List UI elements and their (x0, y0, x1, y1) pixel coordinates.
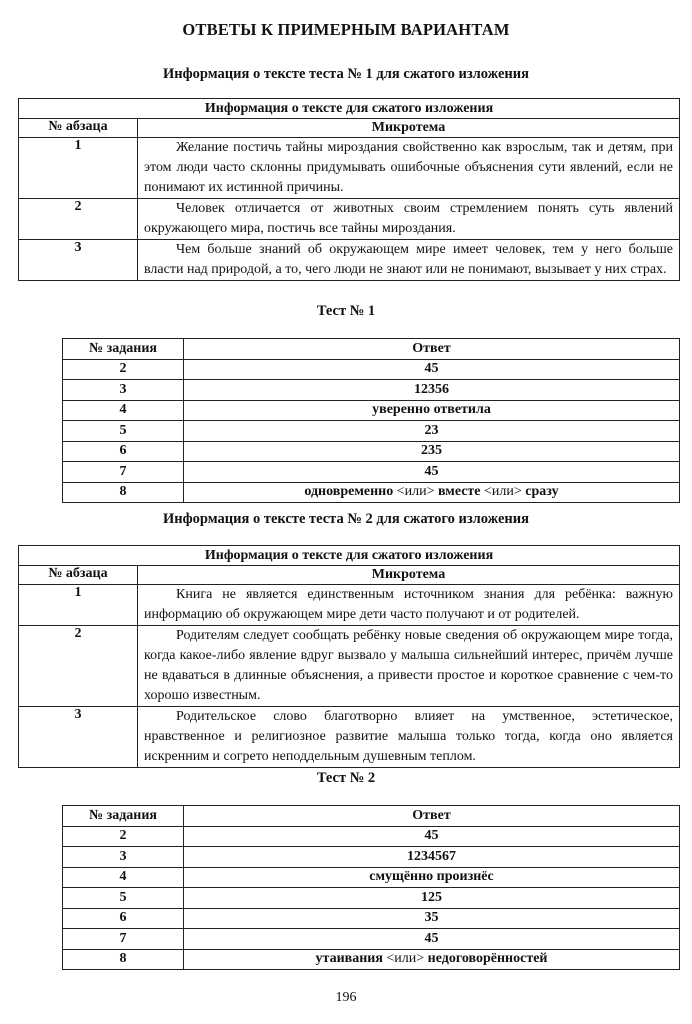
test2-heading: Тест № 2 (316, 770, 376, 786)
table-row (19, 626, 680, 707)
task-number: 8 (63, 482, 184, 503)
table-row (63, 380, 680, 401)
paragraph-number: 1 (19, 585, 138, 626)
paragraph-number: 2 (19, 626, 138, 707)
table-row (63, 482, 680, 503)
microtheme-text: Желание постичь тайны мироздания свойственно как взрослым, так и детям, при этом люди часто склонны придумывать ошибочные объяснения сути явлений, если не понимают их истинной причины. (138, 138, 680, 199)
test1-heading: Тест № 1 (316, 303, 376, 319)
task-number: 4 (63, 400, 184, 421)
microtheme-text: Книга не является единственным источником знания для ребёнка: важную информацию об окружающем мире дети часто получают и от родителей. (138, 585, 680, 626)
answer-cell: одновременно <или> вместе <или> сразу (184, 482, 680, 503)
col-header-microtheme: Микротема (138, 566, 680, 585)
table-row (19, 707, 680, 768)
col-header-task: № задания (63, 339, 184, 360)
answer-cell: 125 (184, 888, 680, 909)
task-number: 6 (63, 908, 184, 929)
table-row (63, 462, 680, 483)
table-row (19, 240, 680, 281)
table-row (63, 826, 680, 847)
task-number: 3 (63, 847, 184, 868)
paragraph-number: 1 (19, 138, 138, 199)
task-number: 7 (63, 462, 184, 483)
answer-cell: 12356 (184, 380, 680, 401)
answer-cell: уверенно ответила (184, 400, 680, 421)
task-number: 8 (63, 949, 184, 970)
task-number: 3 (63, 380, 184, 401)
table-row (63, 441, 680, 462)
info-table-2 (18, 545, 680, 768)
table-row (19, 585, 680, 626)
answer-cell: 45 (184, 359, 680, 380)
table-row (63, 908, 680, 929)
table-row (19, 138, 680, 199)
task-number: 5 (63, 888, 184, 909)
table-row (63, 929, 680, 950)
table-row (19, 199, 680, 240)
paragraph-number: 3 (19, 240, 138, 281)
section2-heading: Информация о тексте теста № 2 для сжатого изложения (163, 511, 529, 527)
task-number: 7 (63, 929, 184, 950)
col-header-answer: Ответ (184, 339, 680, 360)
answers-table-1 (62, 338, 680, 503)
microtheme-text: Чем больше знаний об окружающем мире имеет человек, тем у него больше власти над природой, а то, чего люди не знают или не понимают, вызывает у них страх. (138, 240, 680, 281)
answer-cell: 235 (184, 441, 680, 462)
paragraph-number: 2 (19, 199, 138, 240)
col-header-paragraph: № абзаца (19, 119, 138, 138)
task-number: 5 (63, 421, 184, 442)
table-row (63, 888, 680, 909)
table-row (63, 847, 680, 868)
info-table-caption: Информация о тексте для сжатого изложения (19, 546, 680, 566)
task-number: 4 (63, 867, 184, 888)
col-header-paragraph: № абзаца (19, 566, 138, 585)
col-header-microtheme: Микротема (138, 119, 680, 138)
page-number: 196 (335, 990, 357, 1005)
table-row (63, 359, 680, 380)
task-number: 2 (63, 359, 184, 380)
paragraph-number: 3 (19, 707, 138, 768)
microtheme-text: Человек отличается от животных своим стремлением понять суть явлений окружающего мира, постичь все тайны мироздания. (138, 199, 680, 240)
answer-cell: утаивания <или> недоговорённостей (184, 949, 680, 970)
col-header-task: № задания (63, 806, 184, 827)
table-row (63, 421, 680, 442)
info-table-1 (18, 98, 680, 281)
page-title: ОТВЕТЫ К ПРИМЕРНЫМ ВАРИАНТАМ (182, 20, 510, 39)
table-row (63, 867, 680, 888)
answer-cell: 1234567 (184, 847, 680, 868)
task-number: 6 (63, 441, 184, 462)
answer-cell: 35 (184, 908, 680, 929)
answer-cell: 45 (184, 929, 680, 950)
microtheme-text: Родительское слово благотворно влияет на умственное, эстетическое, нравственное и религиозное развитие малыша только тогда, когда оно является искренним и согрето неподдельным душевным теплом. (138, 707, 680, 768)
answer-cell: 23 (184, 421, 680, 442)
task-number: 2 (63, 826, 184, 847)
answer-cell: смущённо произнёс (184, 867, 680, 888)
microtheme-text: Родителям следует сообщать ребёнку новые сведения об окружающем мире тогда, когда какое-либо явление вдруг вызвало у малыша сильнейший интерес, причём лучше не вдаваться в длинные объяснения, а привести простое и короткое сравнение с чем-то хорошо известным. (138, 626, 680, 707)
col-header-answer: Ответ (184, 806, 680, 827)
answer-cell: 45 (184, 826, 680, 847)
answer-cell: 45 (184, 462, 680, 483)
info-table-caption: Информация о тексте для сжатого изложения (19, 99, 680, 119)
section1-heading: Информация о тексте теста № 1 для сжатого изложения (163, 66, 529, 82)
answers-table-2 (62, 805, 680, 970)
table-row (63, 949, 680, 970)
table-row (63, 400, 680, 421)
